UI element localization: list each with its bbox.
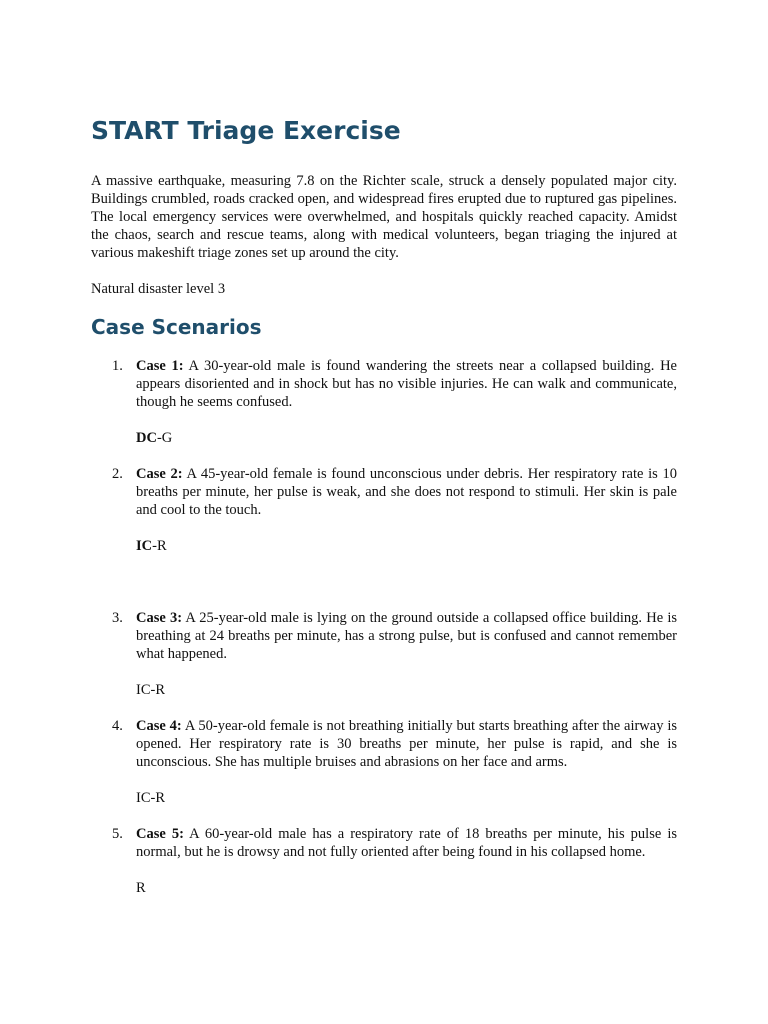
answer-rest: -G [156,430,173,446]
case-description [136,465,677,519]
answer-bold: DC [136,430,157,446]
case-label: Case 1: [136,358,184,374]
case-description [136,357,677,411]
answer-rest: IC-R [136,682,165,698]
list-number: 4. [112,718,123,734]
document-page [91,113,677,897]
list-item [91,825,677,897]
case-label: Case 4: [136,718,182,734]
disaster-level: Natural disaster level 3 [91,281,226,297]
case-list [91,357,677,897]
list-item [91,357,677,447]
list-item [91,717,677,807]
section-heading: Case Scenarios [91,315,262,339]
case-answer [136,429,677,447]
case-answer [136,681,677,699]
list-item [91,465,677,555]
answer-rest: R [136,880,146,896]
list-number: 5. [112,826,123,842]
answer-rest: -R [152,538,167,554]
case-text: A 25-year-old male is lying on the ground outside a collapsed office building. He is breathing at 24 breaths per minute, has a strong pulse, but is confused and cannot remember what happened. [136,610,677,662]
case-description [136,609,677,663]
case-label: Case 5: [136,826,184,842]
list-number: 2. [112,466,123,482]
case-answer [136,879,677,897]
case-text: A 45-year-old female is found unconscious under debris. Her respiratory rate is 10 breaths per minute, her pulse is weak, and she does not respond to stimuli. Her skin is pale and cool to the touch. [136,466,677,518]
case-answer [136,537,677,555]
answer-bold: IC [136,538,153,554]
case-description [136,825,677,861]
intro-paragraph: A massive earthquake, measuring 7.8 on the Richter scale, struck a densely populated major city. Buildings crumbled, roads cracked open, and widespread fires erupted due to ruptured gas pipelines. The local emergency services were overwhelmed, and hospitals quickly reached capacity. Amidst the chaos, search and rescue teams, along with medical volunteers, began triaging the injured at various makeshift triage zones set up around the city. [91,173,677,261]
case-text: A 50-year-old female is not breathing initially but starts breathing after the airway is opened. Her respiratory rate is 30 breaths per minute, her pulse is rapid, and she is unconscious. She has multiple bruises and abrasions on her face and arms. [136,718,677,770]
case-answer [136,789,677,807]
case-text: A 30-year-old male is found wandering the streets near a collapsed building. He appears disoriented and in shock but has no visible injuries. He can walk and communicate, though he seems confused. [136,358,677,410]
list-number: 3. [112,610,123,626]
answer-rest: IC-R [136,790,165,806]
case-label: Case 3: [136,610,183,626]
list-item [91,609,677,699]
case-description [136,717,677,771]
document-title: START Triage Exercise [91,116,401,145]
case-text: A 60-year-old male has a respiratory rate of 18 breaths per minute, his pulse is normal, but he is drowsy and not fully oriented after being found in his collapsed home. [136,826,677,860]
case-label: Case 2: [136,466,183,482]
list-number: 1. [112,358,123,374]
